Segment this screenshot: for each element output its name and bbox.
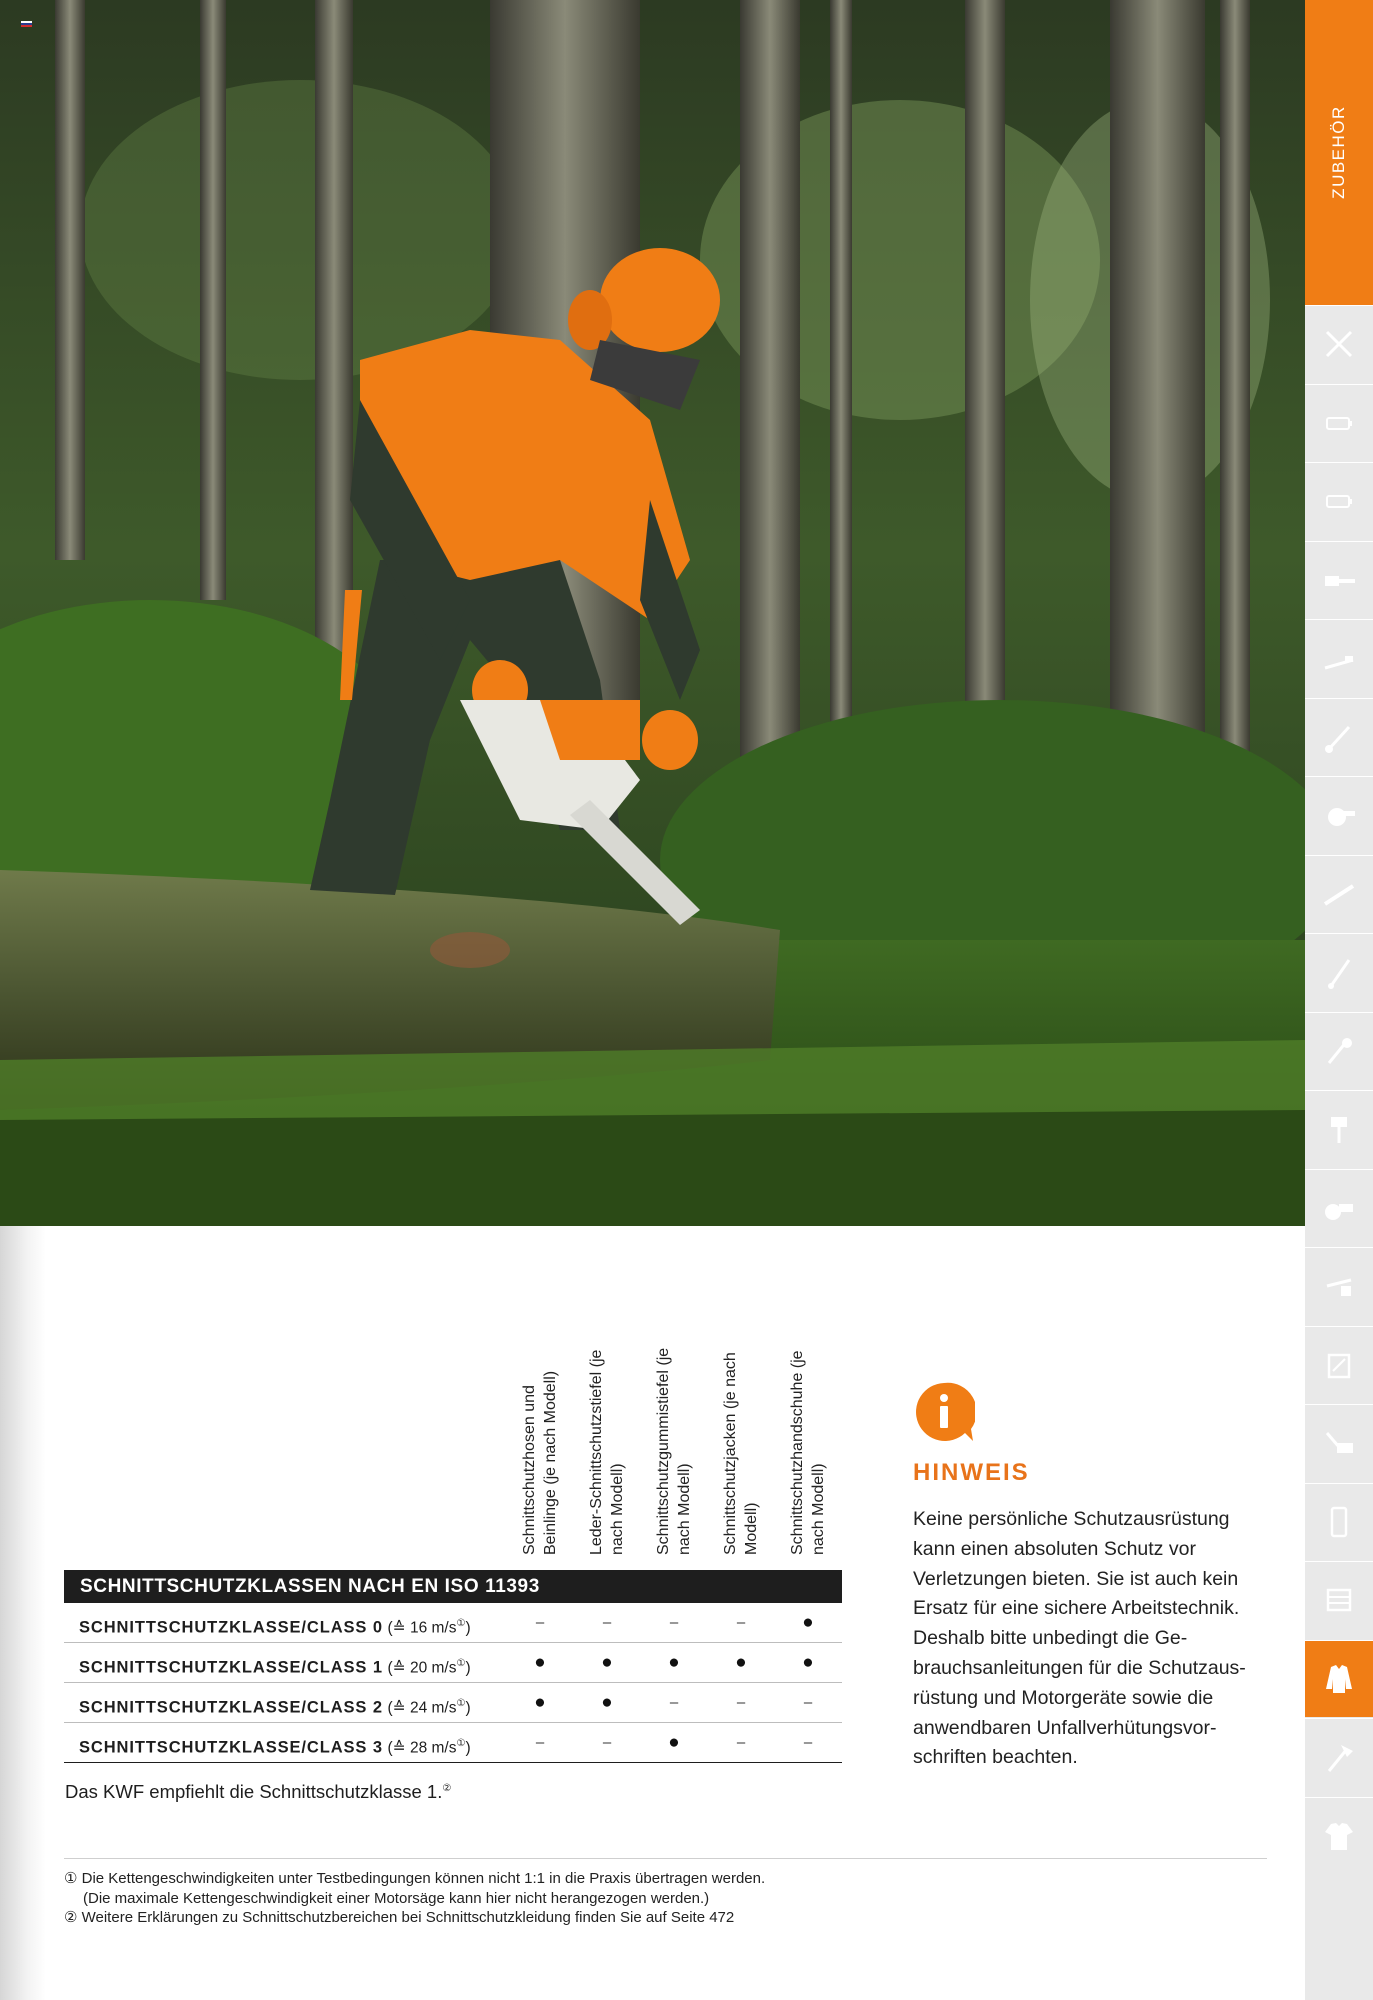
section-tab[interactable] [1305, 1483, 1373, 1560]
section-tab[interactable] [1305, 462, 1373, 539]
page-gutter-shadow [0, 1226, 46, 2000]
hinweis-text [913, 1505, 1283, 1773]
hedge-trimmer-icon [1319, 874, 1359, 914]
section-tab[interactable] [1305, 1169, 1373, 1246]
cell-yes: ● [534, 1692, 546, 1713]
column-header: Schnittschutzgummistiefel (je nach Modell) [655, 1347, 693, 1555]
hinweis-line: kann einen absoluten Schutz vor [913, 1537, 1196, 1560]
hinweis-line: rüstung und Motorgeräte sowie die [913, 1686, 1214, 1709]
recommendation-text: Das KWF empfiehlt die Schnittschutzklasse 1. [65, 1781, 443, 1802]
cell-no: – [602, 1734, 612, 1751]
footnote-ref: ① [456, 1738, 466, 1749]
cell-no: – [803, 1734, 813, 1751]
cell-yes: ● [668, 1732, 680, 1753]
cell-yes: ● [668, 1652, 680, 1673]
blower-icon [1319, 795, 1359, 835]
footnote-ref: ① [456, 1658, 466, 1669]
hinweis-line: anwendbaren Unfallverhütungsvor- [913, 1716, 1217, 1739]
footnote-1 [64, 1869, 765, 1889]
table-row [64, 1683, 842, 1723]
section-tab[interactable] [1305, 1012, 1373, 1089]
chain-speed-close: ) [465, 1619, 471, 1637]
footnote-text: Die Kettengeschwindigkeiten unter Testbedingungen können nicht 1:1 in die Praxis übertragen werden. [81, 1870, 766, 1887]
cell-yes: ● [601, 1692, 613, 1713]
section-tab[interactable] [1305, 1561, 1373, 1638]
brushcutter-icon [1319, 717, 1359, 757]
section-tab[interactable] [1305, 1718, 1373, 1795]
cell-no: – [736, 1734, 746, 1751]
row-label [79, 1603, 471, 1649]
section-tab[interactable] [1305, 1640, 1373, 1717]
shirt-icon [1319, 1816, 1359, 1856]
chain-speed-close: ) [465, 1699, 471, 1717]
footnotes [64, 1869, 765, 1928]
row-label [79, 1643, 471, 1689]
phone-icon [1319, 1502, 1359, 1542]
cell-no: – [736, 1694, 746, 1711]
cell-yes: ● [534, 1652, 546, 1673]
cut-off-saw-icon [1319, 1188, 1359, 1228]
jacket-icon [1319, 1659, 1359, 1699]
footnote-2 [64, 1908, 765, 1928]
class-name: SCHNITTSCHUTZKLASSE/CLASS 3 [79, 1738, 383, 1757]
section-tab[interactable] [1305, 1090, 1373, 1167]
cell-no: – [736, 1614, 746, 1631]
battery-icon [1319, 403, 1359, 443]
hinweis-line: brauchsanleitungen für die Schutzaus- [913, 1656, 1246, 1679]
kwf-recommendation [65, 1781, 451, 1803]
hinweis-line: Ersatz für eine sichere Arbeitstechnik. [913, 1597, 1240, 1620]
section-tab-bar [1305, 0, 1373, 2000]
table-row [64, 1603, 842, 1643]
section-tab[interactable] [1305, 1326, 1373, 1403]
footnote-ref: ① [456, 1698, 466, 1709]
section-tab[interactable] [1305, 1247, 1373, 1324]
footnote-ref: ② [442, 1782, 452, 1794]
column-header: Schnittschutzhosen und Beinlinge (je nach Modell) [521, 1370, 559, 1555]
section-tab[interactable] [1305, 698, 1373, 775]
chain-speed: (≙ 24 m/s [387, 1699, 457, 1717]
cut-protection-table [64, 1570, 842, 1763]
chain-speed: (≙ 28 m/s [387, 1739, 457, 1757]
section-tab[interactable] [1305, 776, 1373, 853]
class-name: SCHNITTSCHUTZKLASSE/CLASS 0 [79, 1618, 383, 1637]
cell-yes: ● [601, 1652, 613, 1673]
table-row [64, 1723, 842, 1763]
multitool-icon [1319, 1031, 1359, 1071]
chainsaw-icon [1319, 560, 1359, 600]
hinweis-line: Verletzungen bieten. Sie ist auch kein [913, 1567, 1239, 1590]
footnote-ref: ① [456, 1618, 466, 1629]
cell-yes: ● [802, 1612, 814, 1633]
class-name: SCHNITTSCHUTZKLASSE/CLASS 2 [79, 1698, 383, 1717]
footnote-1-continued: (Die maximale Kettengeschwindigkeit einer Motorsäge kann hier nicht herangezogen werden.) [83, 1889, 710, 1907]
section-tab[interactable] [1305, 933, 1373, 1010]
trimmer-icon [1319, 952, 1359, 992]
section-tab[interactable] [1305, 855, 1373, 932]
tools-icon [1319, 324, 1359, 364]
column-header: Schnittschutzjacken (je nach Modell) [722, 1352, 760, 1555]
hinweis-line: schriften beachten. [913, 1746, 1078, 1769]
chain-speed-close: ) [465, 1739, 471, 1757]
cell-no: – [669, 1614, 679, 1631]
class-name: SCHNITTSCHUTZKLASSE/CLASS 1 [79, 1658, 383, 1677]
chain-speed-close: ) [465, 1659, 471, 1677]
section-tab[interactable] [1305, 541, 1373, 618]
column-header: Leder-Schnittschutzstiefel (je nach Modell) [588, 1349, 626, 1555]
pole-pruner-icon [1319, 638, 1359, 678]
section-tab[interactable] [1305, 384, 1373, 461]
axe-icon [1319, 1737, 1359, 1777]
lawn-mower-icon [1319, 1423, 1359, 1463]
hinweis-line: Keine persönliche Schutzausrüstung [913, 1508, 1230, 1530]
column-header: Schnittschutzhandschuhe (je nach Modell) [789, 1350, 827, 1555]
battery-icon [1319, 481, 1359, 521]
table-row [64, 1643, 842, 1683]
section-tab[interactable] [1305, 619, 1373, 696]
cell-yes: ● [735, 1652, 747, 1673]
footnote-text: Weitere Erklärungen zu Schnittschutzbereichen bei Schnittschutzkleidung finden Sie auf Seite 472 [81, 1909, 735, 1926]
cell-no: – [602, 1614, 612, 1631]
row-label [79, 1683, 471, 1729]
cell-no: – [669, 1694, 679, 1711]
info-icon [913, 1381, 975, 1443]
cell-no: – [803, 1694, 813, 1711]
section-tab[interactable] [1305, 1797, 1373, 1874]
hinweis-line: Deshalb bitte unbedingt die Ge- [913, 1627, 1188, 1650]
pressure-washer-icon [1319, 1266, 1359, 1306]
earth-auger-icon [1319, 1109, 1359, 1149]
footnote-divider [64, 1858, 1267, 1859]
footnote-marker: ① [64, 1870, 78, 1887]
shredder-icon [1319, 1345, 1359, 1385]
row-label [79, 1723, 471, 1769]
section-tab[interactable] [1305, 305, 1373, 382]
section-tab-label: ZUBEHÖR [1329, 105, 1348, 199]
table-title: SCHNITTSCHUTZKLASSEN NACH EN ISO 11393 [64, 1570, 842, 1603]
language-flag-icon [21, 21, 32, 27]
chain-speed: (≙ 16 m/s [387, 1619, 457, 1637]
cell-no: – [535, 1734, 545, 1751]
chain-speed: (≙ 20 m/s [387, 1659, 457, 1677]
section-tab[interactable] [1305, 1404, 1373, 1481]
cell-no: – [535, 1614, 545, 1631]
box-icon [1319, 1580, 1359, 1620]
footnote-marker: ② [64, 1909, 78, 1926]
cell-yes: ● [802, 1652, 814, 1673]
hinweis-title: HINWEIS [913, 1459, 1030, 1486]
section-tab-zubehoer[interactable] [1305, 0, 1373, 305]
